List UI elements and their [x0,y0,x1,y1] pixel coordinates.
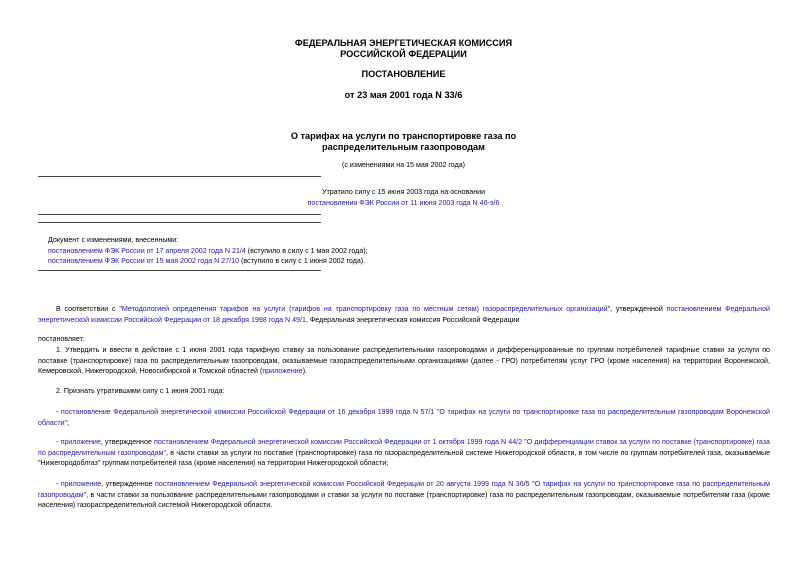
document-title-line2: распределительным газопроводам [322,142,485,152]
status-line: Утратило силу с 15 июня 2003 года на основании [321,188,486,196]
clause-1: 1. Утвердить и ввести в действие с 1 июня 2001 года тарифную ставку за пользование распределительными газопроводами и дифференцированные по группам потребителей тарифные ставки за услуги по поставке (транспортировке) газа по распределительным газопроводам, оказываемые газораспределительными организациями (далее - ГРО) потребителям услуг ГРО (кроме населения) на территории Воронежской, Кемеровской, Нижегородской, Новосибирской и Томской областей (приложение). [38,346,770,376]
changes-block [48,235,548,267]
decree-word: постановляет: [38,335,85,343]
change-note-1: (вступило в силу с 1 мая 2002 года); [245,246,368,255]
change-link-2[interactable]: постановлением ФЭК России от 15 мая 2002 года N 27/10 [48,257,240,265]
document-title-line1: О тарифах на услуги по транспортировке газа по [290,131,517,141]
appendix-link-3[interactable]: приложение [60,480,102,488]
repealed-item-1: - постановление Федеральной энергетической комиссии Российской Федерации от 16 декабря 1999 года N 57/1 "О тарифах на услуги по транспортировке газа по распределительным газопроводам Воронежской области"; [38,408,770,427]
clause-2: 2. Признать утратившими силу с 1 июня 2001 года: [56,387,225,395]
divider [38,270,321,271]
divider [38,222,321,223]
amendment-note: (с изменениями на 15 мая 2002 года) [341,161,466,169]
repeal-decree-link[interactable]: постановления ФЭК России от 11 июня 2003 года N 46-э/6 [307,199,500,207]
appendix-link[interactable]: приложение [262,367,303,376]
repealed-item-2: - приложение, утвержденное постановлением Федеральной энергетической комиссии Российской Федерации от 1 октября 1999 года N 44/2 "О дифференциации ставок за услуги по поставке (транспортировке) газа по распределительным газопроводам", в части ставки за услуги по поставке (транспортировке) газа по газораспределительной системе Нижегородской области, в том числе по группам потребителей газа, оказываемые "Нижегородоблгаз" группам потребителей газа (кроме населения) на территории Нижегородской области; [38,438,771,468]
decree-44-2-link[interactable]: постановлением Федеральной энергетической комиссии Российской Федерации от 1 октября 1999 года N 44/2 "О дифференциации ставок за услуги по поставке (транспортировке) газа по распределительным газопроводам" [38,438,770,457]
repealed-item-3: - приложение, утвержденное постановлением Федеральной энергетической комиссии Российской Федерации от 20 августа 1999 года N 36/5 "О тарифах на услуги по транспортировке газа по распределительным газопроводам", в части ставки за пользование распределительными газопроводами и ставки за услуги по поставке (транспортировке) газа по распределительным газопроводам, оказываемые потребителям газа (кроме населения) газораспределительной системой Нижегородской области. [38,480,771,510]
document-type: ПОСТАНОВЛЕНИЕ [361,69,446,79]
decree-49-1-link[interactable]: постановлением Федеральной энергетической комиссии Российской Федерации от 18 декабря 1998 года N 49/1 [38,305,770,324]
divider [38,214,321,215]
decree-57-1-link[interactable]: постановление Федеральной энергетической комиссии Российской Федерации от 16 декабря 1999 года N 57/1 "О тарифах на услуги по транспортировке газа по распределительным газопроводам Воронежской области" [38,408,770,427]
changes-intro: Документ с изменениями, внесенными: [48,236,179,244]
change-note-2: (вступило в силу с 1 июня 2002 года). [239,257,366,265]
appendix-link-2[interactable]: приложение [60,438,101,446]
document-date: от 23 мая 2001 года N 33/6 [344,90,463,100]
preamble-paragraph: В соответствии с "Методологией определения тарифов на услуги (тарифов на транспортировку газа по местным сетям) газораспределительных организаций", утвержденной постановлением Федеральной энергетической комиссии Российской Федерации от 18 декабря 1998 года N 49/1, Федеральная энергетическая комиссия Российской Федерации [38,305,770,324]
org-name-line2: РОССИЙСКОЙ ФЕДЕРАЦИИ [340,49,467,59]
methodology-link[interactable]: Методологией определения тарифов на услуги (тарифов на транспортировку газа по местным сетям) газораспределительных организаций [121,305,608,313]
decree-36-5-link[interactable]: постановлением Федеральной энергетической комиссии Российской Федерации от 20 августа 1999 года N 36/5 "О тарифах на услуги по транспортировке газа по распределительным газопроводам" [38,480,771,499]
org-name-line1: ФЕДЕРАЛЬНАЯ ЭНЕРГЕТИЧЕСКАЯ КОМИССИЯ [294,38,513,48]
change-link-1[interactable]: постановлением ФЭК России от 17 апреля 2002 года N 21/4 [48,246,246,255]
divider [38,176,321,177]
